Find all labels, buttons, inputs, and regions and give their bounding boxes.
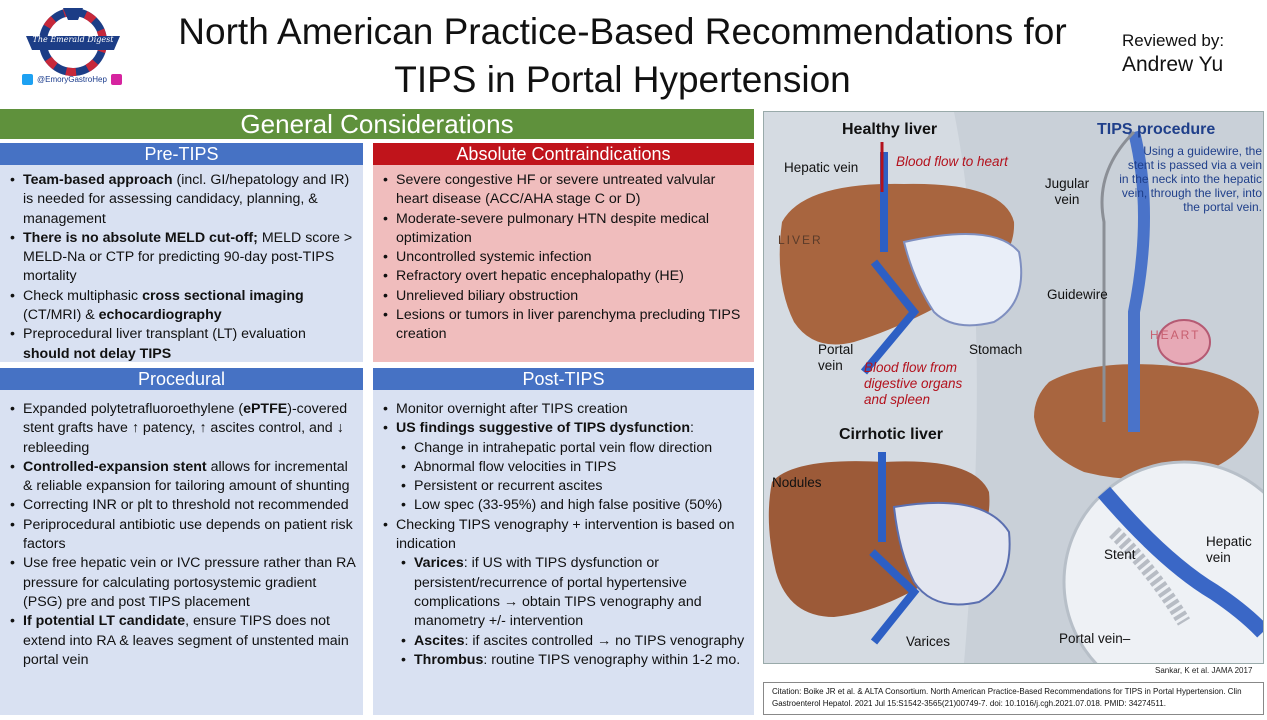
tips-illustration — [763, 111, 1264, 664]
sub-list-item: • Persistent or recurrent ascites — [381, 477, 746, 496]
list-item: • Use free hepatic vein or IVC pressure rather than RA pressure for calculating portosystemic gradient (PSG) pre and post TIPS placement — [8, 554, 355, 612]
post-tips-title: Post-TIPS — [373, 368, 754, 390]
varices-label: Varices — [906, 634, 951, 649]
citation-box: Citation: Boike JR et al. & ALTA Consortium. North American Practice-Based Recommendations for TIPS in Portal Hypertension. Clin Gastroenterol Hepatol. 2021 Jul 15:S1542-3565(21)00749-7. doi: 10.1016/j.cgh.2021.07.018. PMID: 34274511. — [763, 682, 1264, 715]
list-item: • Correcting INR or plt to threshold not recommended — [8, 496, 355, 515]
list-item: • Unrelieved biliary obstruction — [381, 287, 746, 306]
sub-list-item: • Abnormal flow velocities in TIPS — [381, 458, 746, 477]
hepatic-vein-label: Hepatic vein — [784, 160, 859, 175]
list-item: • Controlled-expansion stent allows for incremental & reliable expansion for tailoring amount of shunting — [8, 458, 355, 497]
healthy-liver-label: Healthy liver — [842, 121, 938, 138]
list-item: • US findings suggestive of TIPS dysfunction: • Change in intrahepatic portal vein flow direction • Abnormal flow velocities in TIPS • Persistent or recurrent ascites • Low spec (33-95%) and high false positive (50%) — [381, 419, 746, 515]
title-line-2: TIPS in Portal Hypertension — [394, 59, 851, 100]
sub-list-item: • Ascites: if ascites controlled → no TIPS venography — [381, 632, 746, 651]
reviewer-name: Andrew Yu — [1122, 53, 1224, 76]
procedural-panel — [0, 368, 363, 715]
social-handle[interactable] — [22, 74, 122, 85]
blood-from-organs-label: Blood flow from digestive organs and spleen — [864, 360, 963, 407]
sub-list-item: • Change in intrahepatic portal vein flow direction — [381, 439, 746, 458]
contraindications-panel — [373, 143, 754, 362]
hepatic-vein-2-label: Hepatic vein — [1206, 534, 1252, 565]
list-item: • Uncontrolled systemic infection — [381, 248, 746, 267]
heart-label: HEART — [1150, 328, 1201, 342]
jugular-vein-label: Jugular vein — [1044, 176, 1090, 207]
pre-tips-panel — [0, 143, 363, 362]
tips-procedure-label: TIPS procedure — [1097, 121, 1216, 138]
post-tips-panel — [373, 368, 754, 715]
list-item: • Check multiphasic cross sectional imaging (CT/MRI) & echocardiography — [8, 287, 355, 326]
pre-tips-title: Pre-TIPS — [0, 143, 363, 165]
handle-text: @EmoryGastroHep — [37, 75, 107, 84]
tips-description: Using a guidewire, the stent is passed via a vein in the neck into the hepatic vein, through the liver, into the portal vein. — [1119, 144, 1262, 214]
instagram-icon[interactable] — [111, 74, 122, 85]
contraindications-title: Absolute Contraindications — [373, 143, 754, 165]
portal-vein-2-label: Portal vein– — [1059, 631, 1131, 646]
logo-text: The Emerald Digest — [32, 35, 114, 44]
list-item: • Preprocedural liver transplant (LT) evaluation should not delay TIPS — [8, 325, 355, 364]
reviewed-by-label: Reviewed by: — [1122, 31, 1225, 50]
procedural-title: Procedural — [0, 368, 363, 390]
list-item: • Team-based approach (incl. GI/hepatology and IR) is needed for assessing candidacy, planning, & management — [8, 171, 355, 229]
list-item: • Lesions or tumors in liver parenchyma precluding TIPS creation — [381, 306, 746, 345]
twitter-icon[interactable] — [22, 74, 33, 85]
list-item: • Monitor overnight after TIPS creation — [381, 400, 746, 419]
cirrhotic-liver-label: Cirrhotic liver — [839, 426, 944, 443]
list-item: • Periprocedural antibiotic use depends on patient risk factors — [8, 516, 355, 555]
blood-to-heart-label: Blood flow to heart — [896, 154, 1008, 169]
nodules-label: Nodules — [772, 475, 822, 490]
stomach-label: Stomach — [969, 342, 1023, 357]
general-considerations-header: General Considerations — [0, 109, 754, 139]
list-item: • Refractory overt hepatic encephalopathy (HE) — [381, 267, 746, 286]
stent-label: Stent — [1104, 547, 1136, 562]
list-item: • Severe congestive HF or severe untreated valvular heart disease (ACC/AHA stage C or D) — [381, 171, 746, 210]
list-item: • Expanded polytetrafluoroethylene (ePTFE)-covered stent grafts have ↑ patency, ↑ ascites control, and ↓ rebleeding — [8, 400, 355, 458]
reviewer-block — [1122, 30, 1262, 78]
portal-vein-label: Portal vein — [818, 342, 854, 373]
page-title — [140, 8, 1105, 104]
sub-list-item: • Varices: if US with TIPS dysfunction or persistent/recurrence of portal hypertensive complications → obtain TIPS venography and manometry +/- intervention — [381, 554, 746, 631]
title-line-1: North American Practice-Based Recommendations for — [178, 11, 1067, 52]
liver-label: LIVER — [778, 233, 823, 247]
list-item: • Moderate-severe pulmonary HTN despite medical optimization — [381, 210, 746, 249]
sub-list-item: • Low spec (33-95%) and high false positive (50%) — [381, 496, 746, 515]
list-item: • If potential LT candidate, ensure TIPS does not extend into RA & leaves segment of unstented main portal vein — [8, 612, 355, 670]
sub-list-item: • Thrombus: routine TIPS venography within 1-2 mo. — [381, 651, 746, 670]
guidewire-label: Guidewire — [1047, 287, 1108, 302]
list-item: • Checking TIPS venography + intervention is based on indication • Varices: if US with TIPS dysfunction or persistent/recurrence of portal hypertensive complications → obtain TIPS venography and manometry +/- intervention • Ascites: if ascites controlled → no TIPS venography • Thrombus: routine TIPS venography within 1-2 mo. — [381, 516, 746, 670]
list-item: • There is no absolute MELD cut-off; MELD score > MELD-Na or CTP for predicting 90-day post-TIPS mortality — [8, 229, 355, 287]
image-source: Sankar, K et al. JAMA 2017 — [1155, 666, 1253, 675]
